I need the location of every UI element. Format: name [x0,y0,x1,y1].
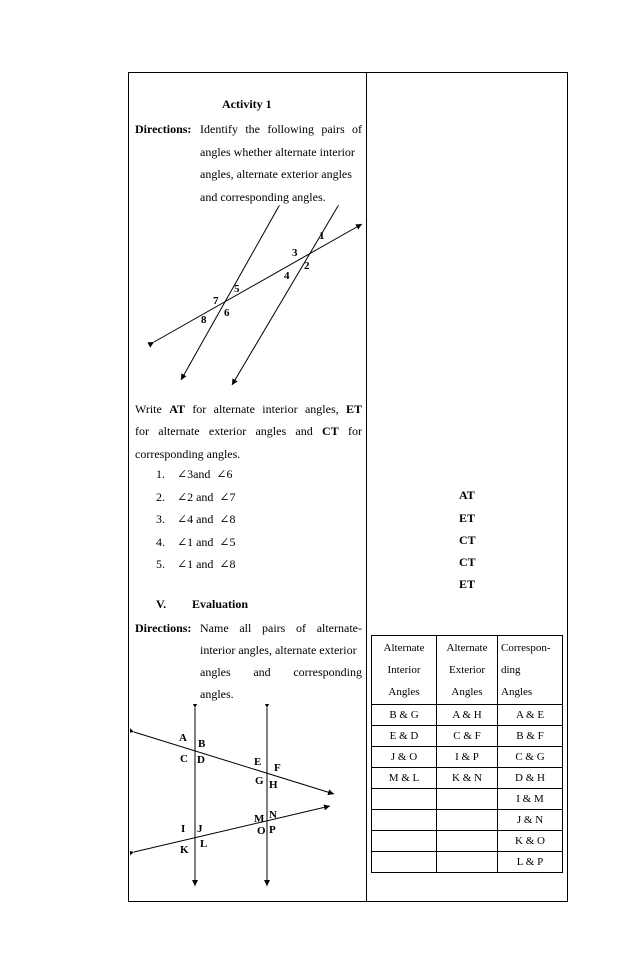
label-c: C [180,753,188,765]
answer-1: AT [459,488,475,502]
table-cell [372,852,437,873]
table-cell: C & F [437,726,498,747]
header-line: Angles [451,686,483,698]
table-cell: E & D [372,726,437,747]
table-cell [437,810,498,831]
answer-5: ET [459,577,476,591]
angle-a: 2 [187,490,194,504]
evaluation-heading: Evaluation [192,597,249,611]
table-cell [437,831,498,852]
directions-label: Directions: [135,122,192,136]
header-line: Alternate [383,642,425,654]
instruction-text: for alternate interior angles, [184,402,346,416]
code-at: AT [169,402,185,416]
table-cell [372,789,437,810]
header-line: ding [501,664,521,676]
angle-label-1: 1 [319,230,325,242]
angle-b: 5 [229,535,236,549]
table-cell: A & E [498,705,563,726]
table-row [372,852,563,873]
table-cell [372,831,437,852]
table-cell [372,810,437,831]
label-n: N [269,809,277,821]
angle-symbol: ∠ [219,490,230,504]
item-row [156,557,235,571]
angle-symbol: ∠ [177,490,188,504]
item-row [156,467,232,481]
angle-label-6: 6 [224,307,230,319]
angle-label-7: 7 [213,295,219,307]
label-o: O [257,825,266,837]
header-line: Exterior [448,664,486,676]
parallel-line-left [181,206,279,380]
evaluation-figure [130,704,342,890]
label-b: B [198,738,206,750]
transversal-line [154,224,362,342]
connector: and [196,512,214,526]
angle-b: 7 [229,490,236,504]
item-number: 4. [156,535,165,549]
item-row [156,512,235,526]
label-m: M [254,813,265,825]
header-line: Angles [388,686,420,698]
transversal-figure [140,205,370,390]
instruction-line-3: corresponding angles. [135,447,241,461]
angle-b: 8 [229,557,236,571]
table-row [372,810,563,831]
table-row [372,789,563,810]
table-cell: I & M [498,789,563,810]
angle-label-4: 4 [284,270,290,282]
item-row [156,535,235,549]
answer-4: CT [459,555,476,569]
item-row [156,490,235,504]
angle-label-2: 2 [304,260,310,272]
table-cell: D & H [498,768,563,789]
label-g: G [255,775,264,787]
item-number: 3. [156,512,165,526]
label-f: F [274,762,281,774]
directions-line: and corresponding angles. [200,190,326,204]
item-number: 2. [156,490,165,504]
directions-line: angles whether alternate interior [200,145,355,159]
angle-symbol: ∠ [177,512,188,526]
answer-2: ET [459,511,476,525]
header-line: Interior [387,664,421,676]
code-ct: CT [322,424,339,438]
angle-symbol: ∠ [219,557,230,571]
label-j: J [197,823,203,835]
table-row [372,768,563,789]
label-a: A [179,732,187,744]
table-cell: J & N [498,810,563,831]
code-et: ET [345,402,362,416]
table-cell: B & F [498,726,563,747]
table-cell: B & G [372,705,437,726]
table-cell: L & P [498,852,563,873]
label-p: P [269,824,276,836]
label-d: D [197,754,205,766]
instruction-text: for [338,424,362,438]
column-divider [366,72,367,902]
table-cell: M & L [372,768,437,789]
angle-label-3: 3 [292,247,298,259]
answer-table [371,635,563,873]
directions-line: Identify the following pairs of [200,122,362,136]
label-i: I [181,823,186,835]
transversal-upper [134,732,334,794]
label-e: E [254,756,262,768]
instruction-text: Write [135,402,170,416]
table-cell: J & O [372,747,437,768]
angle-a: 1 [187,535,194,549]
table-row [372,726,563,747]
instruction-text: for alternate exterior angles and [135,424,323,438]
label-k: K [180,844,189,856]
angle-symbol: ∠ [177,535,188,549]
header-line: Correspon- [501,642,551,654]
angle-a: 4 [187,512,194,526]
angle-symbol: ∠ [219,512,230,526]
angle-a: 1 [187,557,194,571]
angle-label-5: 5 [234,283,240,295]
table-cell: K & N [437,768,498,789]
item-number: 5. [156,557,165,571]
angle-symbol: ∠ [177,467,188,481]
angle-b: 8 [229,512,236,526]
table-cell: I & P [437,747,498,768]
angle-symbol: ∠ [177,557,188,571]
transversal-lower [134,806,330,852]
answer-3: CT [459,533,476,547]
evaluation-directions-label: Directions: [135,621,192,635]
connector: and [193,467,211,481]
evaluation-number: V. [156,597,167,611]
header-row [372,636,563,705]
angle-label-8: 8 [201,314,207,326]
header-line: Alternate [446,642,488,654]
evaluation-directions-line: angles and corresponding [200,665,362,679]
table-row [372,747,563,768]
evaluation-directions-line: Name all pairs of alternate- [200,621,362,635]
evaluation-directions-line: angles. [200,687,234,701]
table-cell [437,852,498,873]
connector: and [196,490,214,504]
connector: and [196,557,214,571]
angle-symbol: ∠ [219,535,230,549]
evaluation-directions-line: interior angles, alternate exterior [200,643,357,657]
table-cell: K & O [498,831,563,852]
header-corresponding [498,636,563,705]
item-number: 1. [156,467,165,481]
table-row [372,831,563,852]
directions-line: angles, alternate exterior angles [200,167,352,181]
angle-a: 3 [187,467,194,481]
header-alternate-interior [372,636,437,705]
table-cell: C & G [498,747,563,768]
table-row [372,705,563,726]
activity-title: Activity 1 [222,97,272,111]
header-line: Angles [501,686,533,698]
label-l: L [200,838,208,850]
table-cell: A & H [437,705,498,726]
angle-b: 6 [226,467,233,481]
label-h: H [269,779,278,791]
angle-symbol: ∠ [216,467,227,481]
connector: and [196,535,214,549]
header-alternate-exterior [437,636,498,705]
table-cell [437,789,498,810]
